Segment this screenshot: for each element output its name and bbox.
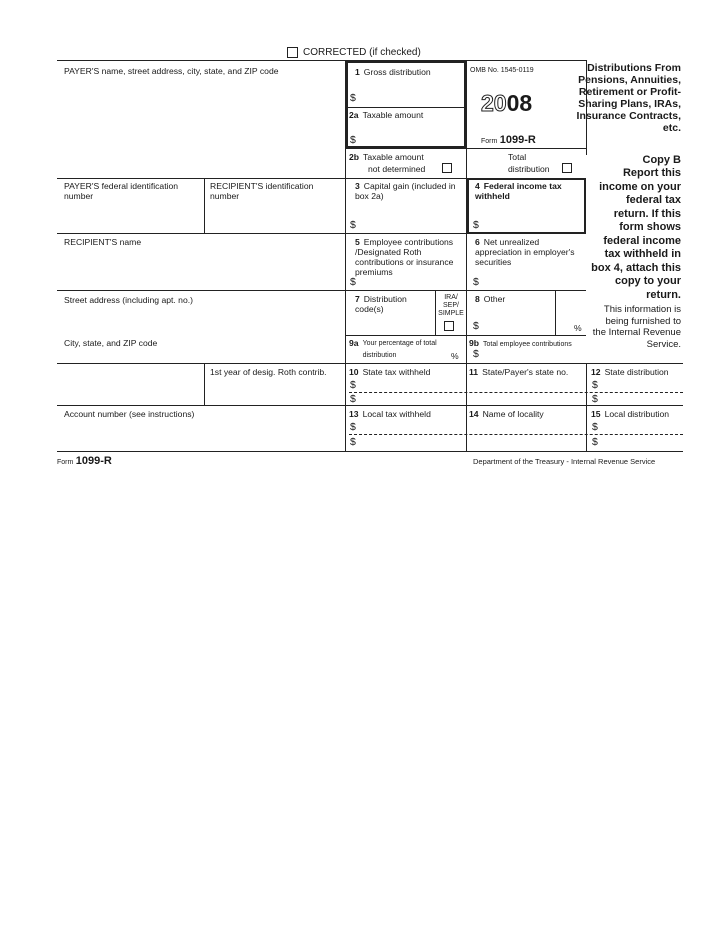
local-split-line [349,434,683,435]
box15-label [591,409,669,419]
box8-text: Other [483,294,506,304]
ira-sep-simple-label: IRA/ SEP/ SIMPLE [438,294,464,317]
recipient-name-label: RECIPIENT'S name [64,237,142,247]
box15-dollar-1: $ [592,421,598,433]
box2b-line1 [349,152,424,162]
box3-number: 3 [355,181,360,191]
box3-dollar: $ [350,219,356,231]
box12-dollar-1: $ [592,379,598,391]
box2a-number: 2a [349,110,359,120]
copy-b-instructions: Report this income on your federal tax return. If this form shows federal income tax withheld in box 4, attach this copy to your return. [591,167,681,301]
box5-number: 5 [355,237,360,247]
corrected-label: CORRECTED (if checked) [303,47,421,58]
row-rule [345,148,586,149]
box13-text: Local tax withheld [362,409,431,419]
form-name-footer: 1099-R [75,455,112,467]
box7-text: Distribution code(s) [355,294,407,314]
box2a-text: Taxable amount [362,110,424,120]
treasury-dept: Department of the Treasury - Internal Revenue Service [473,457,656,466]
box8-label [475,294,505,304]
box9a-percent: % [451,351,459,361]
box13-number: 13 [349,409,359,419]
box8-dollar: $ [473,320,479,332]
box3-text: Capital gain (included in box 2a) [355,181,456,201]
box4-number: 4 [475,181,480,191]
box1-dollar: $ [350,92,356,104]
box2a-dollar: $ [350,134,356,146]
row-rule [345,335,586,336]
box6-dollar: $ [473,276,479,288]
total-dist-line1: Total [508,152,527,162]
divider [586,363,587,451]
total-distribution-checkbox[interactable] [562,163,572,173]
box10-number: 10 [349,367,359,377]
account-number-label: Account number (see instructions) [64,409,195,419]
box10-text: State tax withheld [362,367,431,377]
box12-text: State distribution [604,367,669,377]
box2a-label [349,110,423,120]
row-rule [57,290,586,291]
box2b-text1: Taxable amount [363,152,424,162]
box11-label [469,367,568,377]
corrected-checkbox[interactable] [287,47,298,58]
box1-text: Gross distribution [363,67,431,77]
box11-number: 11 [469,367,479,377]
box10-dollar-1: $ [350,379,356,391]
year-solid: 08 [506,90,533,116]
copy-b-label: Copy B [642,154,681,166]
box6-number: 6 [475,237,480,247]
box9a-text: Your percentage of total distribution [362,340,437,359]
street-address-label: Street address (including apt. no.) [64,295,193,305]
box8-number: 8 [475,294,480,304]
roth-year-label: 1st year of desig. Roth contrib. [210,367,327,377]
divider [204,363,205,405]
box14-label [469,409,544,419]
row-rule [57,363,683,364]
box9a-number: 9a [349,338,359,348]
payer-fed-id-label: PAYER'S federal identification number [64,181,179,201]
box14-text: Name of locality [482,409,544,419]
box15-dollar-2: $ [592,436,598,448]
payer-name-label: PAYER'S name, street address, city, state, and ZIP code [64,66,279,76]
form-name-top: 1099-R [499,134,536,146]
box10-label [349,367,430,377]
box5-label [355,237,465,277]
box9b-text: Total employee contributions [483,341,572,348]
box10-dollar-2: $ [350,393,356,405]
irs-info-note: This information is being furnished to the Internal Revenue Service. [592,304,681,350]
box5-text: Employee contributions /Designated Roth contributions or insurance premiums [355,237,454,277]
box15-text: Local distribution [604,409,670,419]
omb-number: OMB No. 1545-0119 [470,67,534,74]
box5-dollar: $ [350,276,356,288]
row-rule [57,405,683,406]
box9b-dollar: $ [473,348,479,360]
box9b-number: 9b [469,338,480,348]
box13-dollar-1: $ [350,421,356,433]
divider [204,178,205,233]
box9a-label [349,338,457,362]
box13-dollar-2: $ [350,436,356,448]
box2b-number: 2b [349,152,360,162]
form-top-rule [57,60,586,61]
box12-dollar-2: $ [592,393,598,405]
form-title: Distributions From Pensions, Annuities, Retirement or Profit-Sharing Plans, IRAs, Insurance Contracts, etc. [576,62,681,134]
form-bottom-rule [57,451,683,452]
box8-percent: % [574,323,582,333]
box9b-label [469,338,572,349]
form-id-footer [57,456,112,467]
box1-label [355,67,431,77]
ira-sep-simple-checkbox[interactable] [444,321,454,331]
form-prefix-top: Form [481,138,498,145]
box7-number: 7 [355,294,360,304]
form-id-top [481,135,536,146]
box2b-line2: not determined [368,164,426,174]
form-prefix-footer: Form [57,459,74,466]
box4-text: Federal income tax withheld [475,181,562,201]
box6-label [475,237,583,267]
box12-number: 12 [591,367,601,377]
box6-text: Net unrealized appreciation in employer's securities [475,237,575,267]
not-determined-checkbox[interactable] [442,163,452,173]
box4-label [475,181,575,201]
city-label: City, state, and ZIP code [64,338,158,348]
box3-label [355,181,463,201]
box7-label [355,294,433,314]
recipient-id-label: RECIPIENT'S identification number [210,181,314,201]
box8-divider [555,290,556,335]
box13-label [349,409,431,419]
total-dist-line2: distribution [508,164,550,174]
box15-number: 15 [591,409,601,419]
box4-dollar: $ [473,219,479,231]
box12-label [591,367,669,377]
box1-number: 1 [355,67,360,77]
tax-year [481,91,532,116]
box14-number: 14 [469,409,479,419]
year-outline: 20 [481,90,507,116]
state-split-line [349,392,683,393]
box11-text: State/Payer's state no. [482,367,569,377]
